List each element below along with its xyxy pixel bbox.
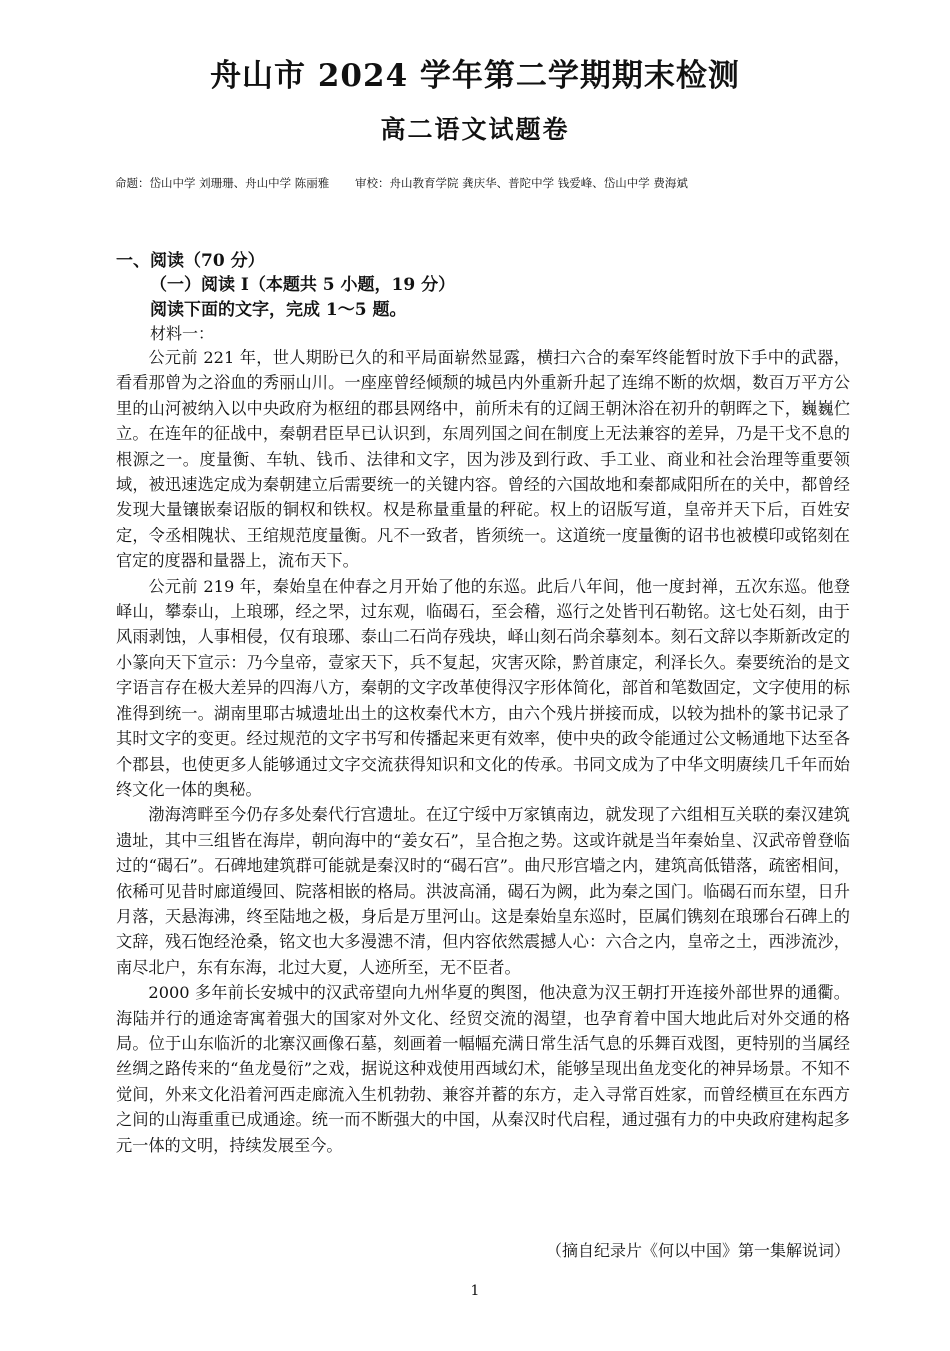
paragraph: 公元前 219 年，秦始皇在仲春之月开始了他的东巡。此后八年间，他一度封禅，五次东巡。他登峄山，攀泰山，上琅琊，经之罘，过东观，临碣石，至会稽，巡行之处皆刊石勒铭。这七处石刻，由于风雨剥蚀，人事相侵，仅有琅琊、泰山二石尚存残块，峄山刻石尚余摹刻本。刻石文辞以李斯新改定的小篆向天下宣示：乃今皇帝，壹家天下，兵不复起，灾害灭除，黔首康定，利泽长久。秦要统治的是文字语言存在极大差异的四海八方，秦朝的文字改革使得汉字形体简化，部首和笔数固定，文字使用的标准得到统一。湖南里耶古城遗址出土的这枚秦代木方，由六个残片拼接而成，以较为拙朴的篆书记录了其时文字的变更。经过规范的文字书写和传播起来更有效率，使中央的政令能通过公文畅通地下达至各个郡县，也使更多人能够通过文字交流获得知识和文化的传承。书同文成为了中华文明赓续几千年而始终文化一体的奥秘。 bbox=[116, 576, 850, 799]
reading-instruction: 阅读下面的文字，完成 1～5 题。 bbox=[150, 300, 407, 320]
part-heading: （一）阅读 I（本题共 5 小题，19 分） bbox=[150, 275, 456, 295]
paragraph: 公元前 221 年，世人期盼已久的和平局面崭然显露，横扫六合的秦军终能暂时放下手中的武器，看看那曾为之浴血的秀丽山川。一座座曾经倾颓的城邑内外重新升起了连绵不断的炊烟，数百万平方公里的山河被纳入以中央政府为枢纽的郡县网络中，前所未有的辽阔王朝沐浴在初升的朝晖之下，巍巍伫立。在连年的征战中，秦朝君臣早已认识到，东周列国之间在制度上无法兼容的差异，乃是干戈不息的根源之一。度量衡、车轨、钱币、法律和文字，因为涉及到行政、手工业、商业和社会治理等重要领域，被迅速选定成为秦朝建立后需要统一的关键内容。曾经的六国故地和秦都咸阳所在的关中，都曾经发现大量镶嵌秦诏版的铜权和铁权。权是称量重量的秤砣。权上的诏版写道，皇帝并天下后，百姓安定，令丞相隗状、王绾规范度量衡。凡不一致者，皆须统一。这道统一度量衡的诏书也被模印或铭刻在官定的度器和量器上，流布天下。 bbox=[116, 348, 850, 571]
credits-line bbox=[115, 175, 875, 191]
reviewers-credit: 审校：舟山教育学院 龚庆华、普陀中学 钱爱峰、岱山中学 费海斌 bbox=[354, 176, 688, 190]
paragraph: 渤海湾畔至今仍存多处秦代行宫遗址。在辽宁绥中万家镇南边，就发现了六组相互关联的秦汉建筑遗址，其中三组皆在海岸，朝向海中的“姜女石”，呈合抱之势。这或许就是当年秦始皇、汉武帝曾登临过的“碣石”。石碑地建筑群可能就是秦汉时的“碣石宫”。曲尺形宫墙之内，建筑高低错落，疏密相间，依稀可见昔时廊道缦回、院落相嵌的格局。洪波高涌，碣石为阙，此为秦之国门。临碣石而东望，日升月落，天悬海沸，终至陆地之极，身后是万里河山。这是秦始皇东巡时，臣属们镌刻在琅琊台石碑上的文辞，残石饱经沧桑，铭文也大多漫漶不清，但内容依然震撼人心：六合之内，皇帝之土，西涉流沙，南尽北户，东有东海，北过大夏，人迹所至，无不臣者。 bbox=[116, 805, 850, 977]
material-text bbox=[116, 345, 850, 1158]
exam-subtitle: 高二语文试题卷 bbox=[380, 115, 570, 144]
setters-credit: 命题：岱山中学 刘珊珊、舟山中学 陈丽雅 bbox=[115, 176, 330, 190]
material-label: 材料一： bbox=[150, 324, 215, 343]
page-number: 1 bbox=[470, 1283, 480, 1299]
exam-title: 舟山市 2024 学年第二学期期末检测 bbox=[210, 58, 740, 94]
section-heading: 一、阅读（70 分） bbox=[116, 251, 265, 271]
source-citation: （摘自纪录片《何以中国》第一集解说词） bbox=[545, 1241, 850, 1260]
paragraph: 2000 多年前长安城中的汉武帝望向九州华夏的舆图，他决意为汉王朝打开连接外部世界的通衢。海陆并行的通途寄寓着强大的国家对外文化、经贸交流的渴望，也孕育着中国大地此后对外交通的格局。位于山东临沂的北寨汉画像石墓，刻画着一幅幅充满日常生活气息的乐舞百戏图，更特别的当属经丝绸之路传来的“鱼龙曼衍”之戏，据说这种戏使用西域幻术，能够呈现出鱼龙变化的神异场景。不知不觉间，外来文化沿着河西走廊流入生机勃勃、兼容并蓄的东方，走入寻常百姓家，而曾经横亘在东西方之间的山海重重已成通途。统一而不断强大的中国，从秦汉时代启程，通过强有力的中央政府建构起多元一体的文明，持续发展至今。 bbox=[116, 983, 850, 1155]
